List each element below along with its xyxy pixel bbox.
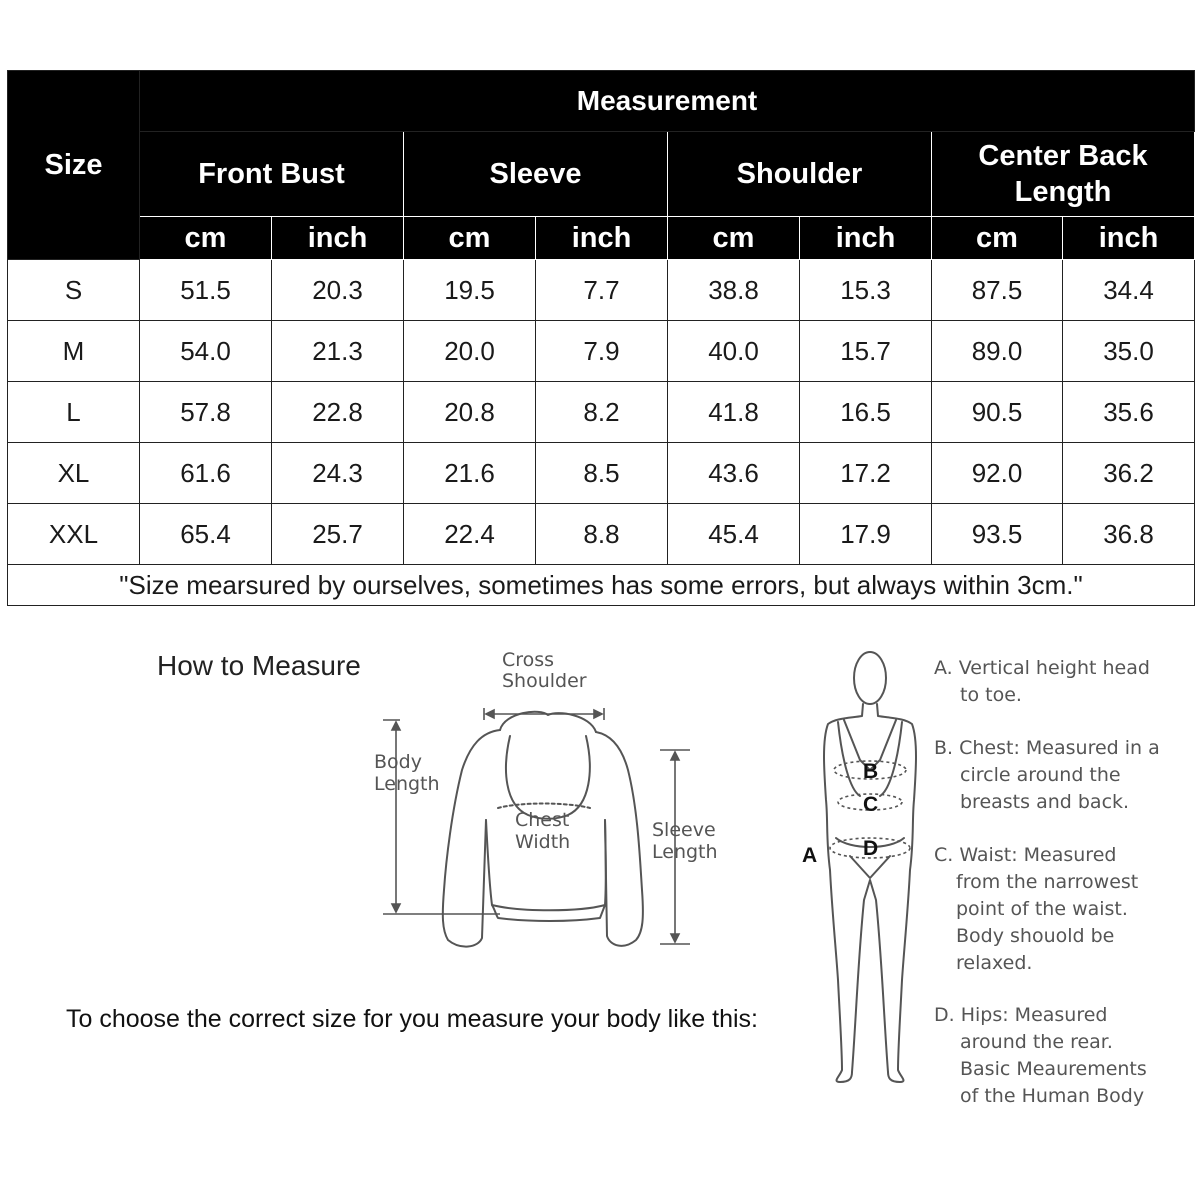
size-cell: XXL [8, 504, 140, 565]
value-cell: 41.8 [668, 382, 800, 443]
letter-d: D [863, 837, 879, 860]
value-cell: 15.7 [800, 321, 932, 382]
chest-width-label: Chest [515, 809, 570, 831]
value-cell: 36.8 [1063, 504, 1195, 565]
size-rows [8, 260, 1195, 565]
center-back-length-header: Center Back Length [932, 132, 1195, 217]
legend-line: breasts and back. [960, 791, 1130, 813]
value-cell: 87.5 [932, 260, 1063, 321]
letter-a: A [802, 844, 818, 867]
size-cell: XL [8, 443, 140, 504]
legend-line: Basic Meaurements [960, 1058, 1147, 1080]
value-cell: 89.0 [932, 321, 1063, 382]
value-cell: 35.6 [1063, 382, 1195, 443]
legend-line: point of the waist. [956, 898, 1128, 920]
value-cell: 43.6 [668, 443, 800, 504]
value-cell: 35.0 [1063, 321, 1195, 382]
body-length-label: Length [374, 773, 440, 795]
value-cell: 17.9 [800, 504, 932, 565]
value-cell: 93.5 [932, 504, 1063, 565]
unit-header: cm [140, 217, 272, 260]
value-cell: 65.4 [140, 504, 272, 565]
value-cell: 34.4 [1063, 260, 1195, 321]
table-row [8, 260, 1195, 321]
cross-shoulder-label: Cross [502, 649, 555, 671]
value-cell: 21.6 [404, 443, 536, 504]
value-cell: 92.0 [932, 443, 1063, 504]
legend-line: D. Hips: Measured [934, 1004, 1108, 1026]
value-cell: 25.7 [272, 504, 404, 565]
shoulder-header: Shoulder [668, 132, 932, 217]
letter-c: C [863, 793, 879, 816]
cross-shoulder-label: Shoulder [502, 670, 587, 692]
value-cell: 90.5 [932, 382, 1063, 443]
table-row [8, 443, 1195, 504]
legend-line: circle around the [960, 764, 1121, 786]
legend-item-d [934, 1002, 1184, 1110]
sleeve-length-label: Length [652, 841, 718, 863]
value-cell: 20.3 [272, 260, 404, 321]
unit-header: cm [404, 217, 536, 260]
sleeve-length-label: Sleeve [652, 819, 716, 841]
value-cell: 36.2 [1063, 443, 1195, 504]
letter-b: B [863, 760, 879, 783]
instruction-text: To choose the correct size for you measure your body like this: [66, 1005, 758, 1033]
size-cell: S [8, 260, 140, 321]
value-cell: 7.7 [536, 260, 668, 321]
measurement-header: Measurement [140, 71, 1195, 132]
value-cell: 19.5 [404, 260, 536, 321]
body-figure-sketch [824, 652, 916, 1082]
legend-item-b [934, 735, 1184, 816]
size-cell: M [8, 321, 140, 382]
unit-header: cm [668, 217, 800, 260]
legend-line: A. Vertical height head [934, 657, 1150, 679]
legend-line: from the narrowest [956, 871, 1139, 893]
unit-header: inch [272, 217, 404, 260]
value-cell: 20.0 [404, 321, 536, 382]
value-cell: 8.2 [536, 382, 668, 443]
value-cell: 21.3 [272, 321, 404, 382]
value-cell: 17.2 [800, 443, 932, 504]
chest-width-label: Width [515, 831, 571, 853]
value-cell: 51.5 [140, 260, 272, 321]
value-cell: 61.6 [140, 443, 272, 504]
size-chart-table [7, 70, 1195, 606]
value-cell: 54.0 [140, 321, 272, 382]
value-cell: 22.8 [272, 382, 404, 443]
table-row [8, 321, 1195, 382]
legend-line: relaxed. [956, 952, 1033, 974]
unit-header: inch [536, 217, 668, 260]
body-length-label: Body [374, 751, 422, 773]
value-cell: 15.3 [800, 260, 932, 321]
value-cell: 8.8 [536, 504, 668, 565]
sleeve-header: Sleeve [404, 132, 668, 217]
legend-line: around the rear. [960, 1031, 1113, 1053]
value-cell: 22.4 [404, 504, 536, 565]
value-cell: 7.9 [536, 321, 668, 382]
table-row [8, 504, 1195, 565]
value-cell: 38.8 [668, 260, 800, 321]
legend-item-c [934, 842, 1184, 977]
front-bust-header: Front Bust [140, 132, 404, 217]
unit-header: inch [800, 217, 932, 260]
unit-header: cm [932, 217, 1063, 260]
table-row [8, 382, 1195, 443]
size-cell: L [8, 382, 140, 443]
value-cell: 57.8 [140, 382, 272, 443]
legend-line: B. Chest: Measured in a [934, 737, 1160, 759]
value-cell: 20.8 [404, 382, 536, 443]
size-header: Size [8, 71, 140, 260]
value-cell: 24.3 [272, 443, 404, 504]
value-cell: 8.5 [536, 443, 668, 504]
value-cell: 40.0 [668, 321, 800, 382]
unit-header: inch [1063, 217, 1195, 260]
how-to-measure-title: How to Measure [157, 650, 361, 681]
legend-line: Body shouold be [956, 925, 1115, 947]
measurement-note: "Size mearsured by ourselves, sometimes has some errors, but always within 3cm." [8, 565, 1195, 606]
legend-line: C. Waist: Measured [934, 844, 1117, 866]
legend-item-a [934, 655, 1184, 709]
value-cell: 45.4 [668, 504, 800, 565]
legend-line: to toe. [960, 684, 1022, 706]
value-cell: 16.5 [800, 382, 932, 443]
legend-line: of the Human Body [960, 1085, 1145, 1107]
